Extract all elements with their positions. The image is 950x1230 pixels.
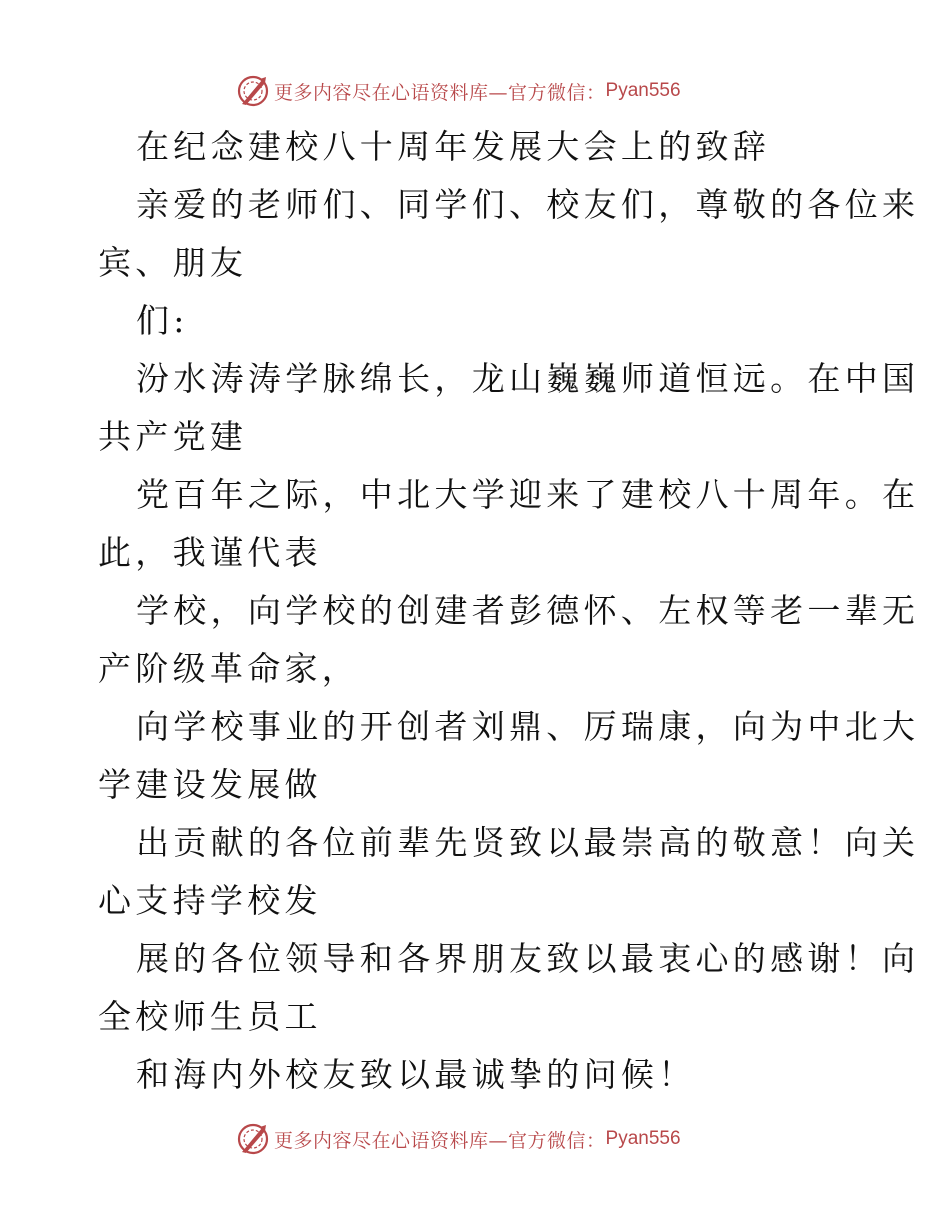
text-line: 汾水涛涛学脉绵长，龙山巍巍师道恒远。在中国 xyxy=(136,359,920,398)
footer-wechat-id: Pyan556 xyxy=(605,1128,681,1149)
text-line: 亲爱的老师们、同学们、校友们，尊敬的各位来 xyxy=(136,185,920,224)
speech-body xyxy=(98,118,920,1104)
text-line: 学校，向学校的创建者彭德怀、左权等老一辈无 xyxy=(136,591,920,630)
text-line: 出贡献的各位前辈先贤致以最崇高的敬意！向关 xyxy=(136,823,920,862)
text-line: 宾、朋友 xyxy=(98,243,248,282)
text-line: 共产党建 xyxy=(98,417,248,456)
quill-logo-icon xyxy=(236,1122,270,1156)
text-line: 学建设发展做 xyxy=(98,765,322,804)
text-line: 党百年之际，中北大学迎来了建校八十周年。在 xyxy=(136,475,920,514)
speech-title: 在纪念建校八十周年发展大会上的致辞 xyxy=(136,127,771,166)
header-banner-text: 更多内容尽在心语资料库—官方微信： xyxy=(274,81,606,104)
text-line: 产阶级革命家， xyxy=(98,649,360,688)
text-line: 全校师生员工 xyxy=(98,997,322,1036)
text-line: 心支持学校发 xyxy=(98,881,322,920)
text-line: 们: xyxy=(136,301,189,340)
text-line: 展的各位领导和各界朋友致以最衷心的感谢！向 xyxy=(136,939,920,978)
footer-banner xyxy=(236,1122,681,1156)
header-banner xyxy=(236,74,681,108)
text-line: 向学校事业的开创者刘鼎、厉瑞康，向为中北大 xyxy=(136,707,920,746)
header-wechat-id: Pyan556 xyxy=(605,80,681,101)
quill-logo-icon xyxy=(236,74,270,108)
text-line: 和海内外校友致以最诚挚的问候！ xyxy=(136,1055,696,1094)
footer-banner-text: 更多内容尽在心语资料库—官方微信： xyxy=(274,1129,606,1152)
text-line: 此，我谨代表 xyxy=(98,533,322,572)
